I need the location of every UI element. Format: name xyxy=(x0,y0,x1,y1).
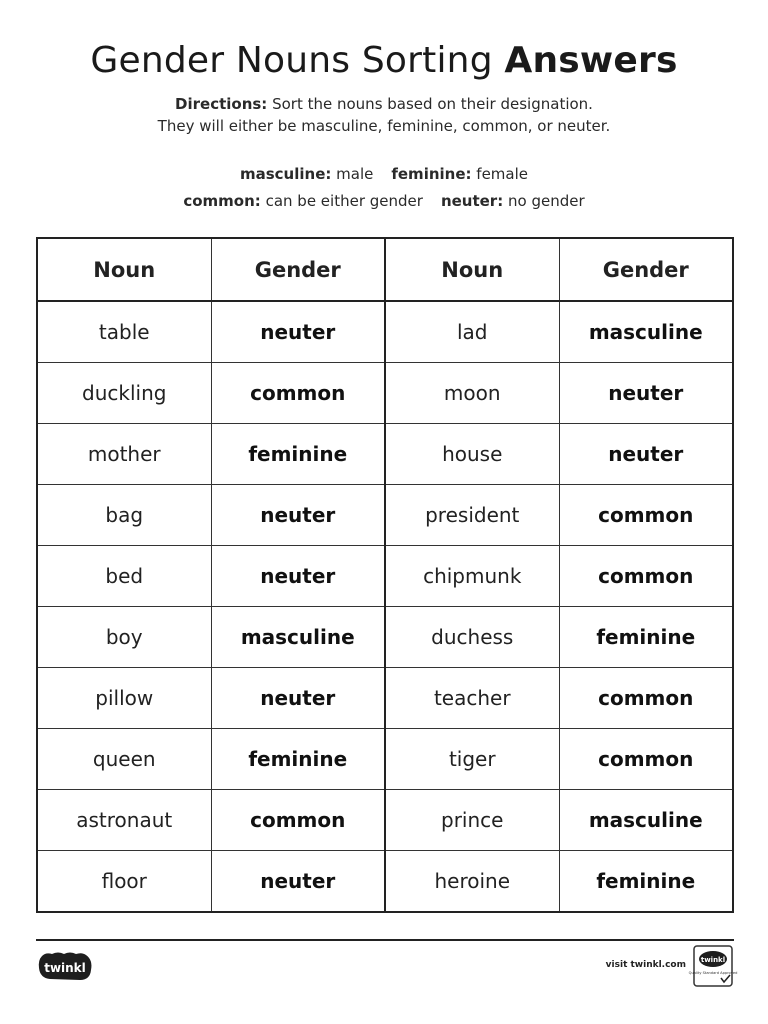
noun-cell: moon xyxy=(385,363,559,424)
gender-cell: neuter xyxy=(211,301,385,363)
table-row xyxy=(37,485,733,546)
page-title xyxy=(0,40,768,81)
noun-cell: heroine xyxy=(385,851,559,913)
footer-divider xyxy=(36,939,734,941)
gender-cell: common xyxy=(559,546,733,607)
def-desc-masculine: male xyxy=(336,165,374,183)
gender-cell: masculine xyxy=(559,790,733,851)
def-term-masculine: masculine: xyxy=(239,165,332,183)
table-row xyxy=(37,546,733,607)
noun-cell: pillow xyxy=(37,668,211,729)
gender-cell: common xyxy=(559,729,733,790)
sorting-table xyxy=(36,237,734,913)
noun-cell: astronaut xyxy=(37,790,211,851)
logo-text: twinkl xyxy=(44,961,86,975)
visit-link[interactable]: visit twinkl.com xyxy=(605,960,686,970)
gender-cell: feminine xyxy=(559,607,733,668)
quality-badge xyxy=(688,945,738,987)
gender-cell: neuter xyxy=(211,851,385,913)
twinkl-logo xyxy=(36,950,94,984)
noun-cell: floor xyxy=(37,851,211,913)
gender-cell: neuter xyxy=(211,546,385,607)
table-row xyxy=(37,424,733,485)
gender-cell: common xyxy=(211,363,385,424)
gender-cell: masculine xyxy=(211,607,385,668)
gender-cell: common xyxy=(559,485,733,546)
noun-cell: lad xyxy=(385,301,559,363)
table-row xyxy=(37,790,733,851)
def-term-neuter: neuter: xyxy=(440,192,504,210)
noun-cell: chipmunk xyxy=(385,546,559,607)
title-regular: Gender Nouns Sorting xyxy=(90,40,493,81)
noun-cell: bed xyxy=(37,546,211,607)
noun-cell: tiger xyxy=(385,729,559,790)
gender-cell: feminine xyxy=(559,851,733,913)
directions-line-2: They will either be masculine, feminine, common, or neuter. xyxy=(157,117,611,135)
gender-cell: neuter xyxy=(559,363,733,424)
gender-cell: neuter xyxy=(211,668,385,729)
def-desc-feminine: female xyxy=(476,165,529,183)
badge-subtext: Quality Standard Approved xyxy=(688,971,738,975)
directions xyxy=(0,93,768,137)
def-desc-neuter: no gender xyxy=(508,192,585,210)
header-gender-2: Gender xyxy=(559,238,733,301)
noun-cell: teacher xyxy=(385,668,559,729)
table-row xyxy=(37,729,733,790)
table-header-row xyxy=(37,238,733,301)
table-row xyxy=(37,668,733,729)
definitions xyxy=(0,161,768,215)
noun-cell: table xyxy=(37,301,211,363)
table-row xyxy=(37,851,733,913)
noun-cell: duckling xyxy=(37,363,211,424)
table-row xyxy=(37,607,733,668)
noun-cell: queen xyxy=(37,729,211,790)
gender-cell: neuter xyxy=(559,424,733,485)
table-body xyxy=(37,301,733,912)
def-desc-common: can be either gender xyxy=(265,192,423,210)
gender-cell: feminine xyxy=(211,424,385,485)
noun-cell: house xyxy=(385,424,559,485)
gender-cell: common xyxy=(211,790,385,851)
gender-cell: common xyxy=(559,668,733,729)
directions-label: Directions: xyxy=(175,95,268,113)
def-term-feminine: feminine: xyxy=(391,165,472,183)
directions-line-1: Sort the nouns based on their designation. xyxy=(272,95,593,113)
gender-cell: masculine xyxy=(559,301,733,363)
noun-cell: mother xyxy=(37,424,211,485)
gender-cell: feminine xyxy=(211,729,385,790)
def-term-common: common: xyxy=(183,192,261,210)
noun-cell: president xyxy=(385,485,559,546)
badge-text: twinkl xyxy=(700,956,726,964)
header-gender-1: Gender xyxy=(211,238,385,301)
title-bold: Answers xyxy=(504,40,678,81)
noun-cell: bag xyxy=(37,485,211,546)
header-noun-2: Noun xyxy=(385,238,559,301)
noun-cell: duchess xyxy=(385,607,559,668)
noun-cell: prince xyxy=(385,790,559,851)
table-row xyxy=(37,301,733,363)
header-noun-1: Noun xyxy=(37,238,211,301)
table-row xyxy=(37,363,733,424)
gender-cell: neuter xyxy=(211,485,385,546)
noun-cell: boy xyxy=(37,607,211,668)
